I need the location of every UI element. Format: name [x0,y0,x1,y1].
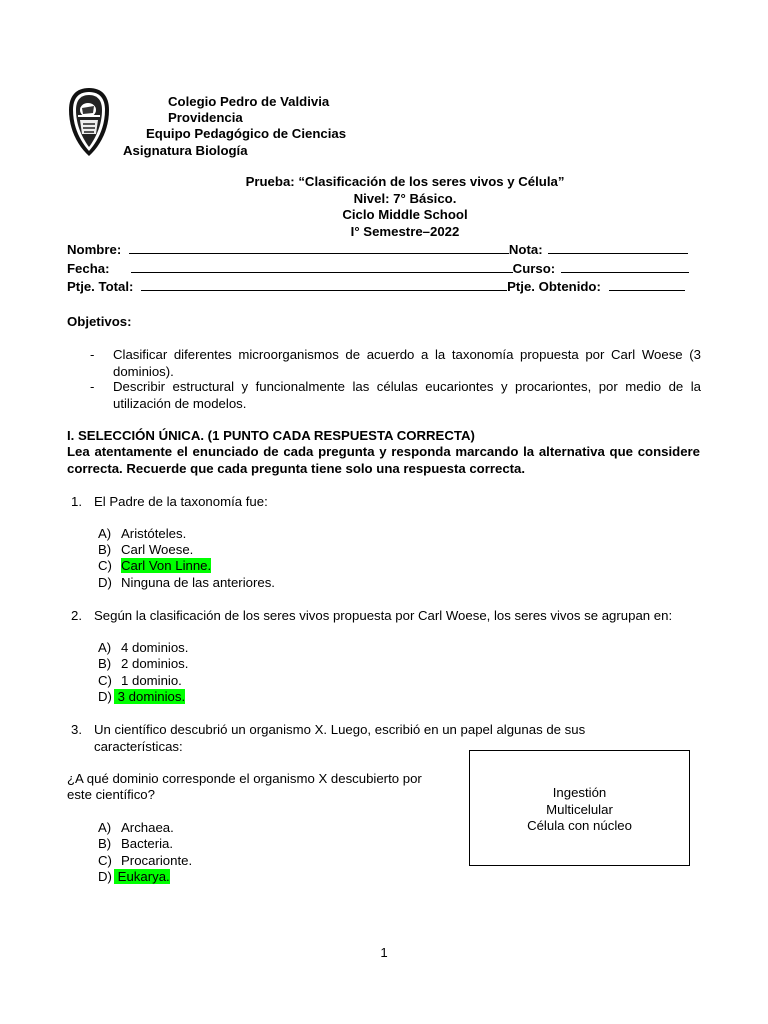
option-item[interactable] [98,853,192,870]
option-item-correct[interactable] [98,689,185,706]
subject-name: Asignatura Biología [123,143,248,158]
option-letter: A) [98,526,112,541]
school-city: Providencia [168,110,243,125]
date-course-row [67,260,689,278]
option-text: 1 dominio. [121,673,182,688]
objectives-heading: Objetivos: [67,314,132,329]
test-title: Prueba: “Clasificación de los seres vivos y Célula” [245,174,565,189]
test-title-block [0,174,768,240]
characteristic-item: Célula con núcleo [527,818,632,834]
course-field[interactable] [561,260,689,273]
question-text-line2: características: [94,739,183,754]
option-text: 4 dominios. [121,640,189,655]
test-cycle: Ciclo Middle School [342,207,468,222]
option-letter: B) [98,542,112,557]
option-item[interactable] [98,673,182,690]
question-number: 2. [71,608,82,623]
question-text: Según la clasificación de los seres vivos propuesta por Carl Woese, los seres vivos se agrupan en: [94,608,673,623]
question-text-line1: Un científico descubrió un organismo X. Luego, escribió en un papel algunas de sus [94,722,586,737]
option-text-highlighted: Eukarya. [114,869,170,884]
option-item[interactable] [98,526,186,543]
school-name: Colegio Pedro de Valdivia [168,94,330,109]
question-number: 1. [71,494,82,509]
option-item-correct[interactable] [98,869,170,886]
name-label: Nombre: [67,242,122,257]
question-text: El Padre de la taxonomía fue: [94,494,268,509]
section-heading: I. SELECCIÓN ÚNICA. (1 PUNTO CADA RESPUESTA CORRECTA) [67,428,475,443]
page-number: 1 [380,945,388,960]
option-letter: C) [98,853,112,868]
total-label: Ptje. Total: [67,279,134,294]
option-letter: B) [98,836,112,851]
option-letter: B) [98,656,112,671]
grade-field[interactable] [548,241,688,254]
date-field[interactable] [131,260,513,273]
option-item-correct[interactable] [98,558,211,575]
option-text: Bacteria. [121,836,174,851]
option-text: Ninguna de las anteriores. [121,575,275,590]
science-team: Equipo Pedagógico de Ciencias [146,126,347,141]
option-letter: C) [98,673,112,688]
option-item[interactable] [98,656,188,673]
section-instructions: Lea atentamente el enunciado de cada pregunta y responda marcando la alternativa que considere correcta. Recuerde que cada pregunta tiene solo una respuesta correcta. [67,444,700,476]
option-letter: D) [98,869,112,884]
objective-item: Describir estructural y funcionalmente las células eucariontes y procariontes, por medio de la utilización de modelos. [113,379,701,411]
characteristic-item: Multicelular [546,801,613,817]
option-text: Archaea. [121,820,174,835]
option-letter: A) [98,820,112,835]
option-item[interactable] [98,575,275,592]
option-item[interactable] [98,836,173,853]
objective-item: Clasificar diferentes microorganismos de acuerdo a la taxonomía propuesta por Carl Woese (3 dominios). [113,347,701,379]
option-item[interactable] [98,640,188,657]
option-text: 2 dominios. [121,656,189,671]
obtained-field[interactable] [609,278,685,291]
option-letter: D) [98,575,112,590]
school-crest-icon [66,86,112,158]
test-semester: I° Semestre–2022 [350,223,460,239]
option-letter: D) [98,689,112,704]
objective-bullet: - [90,379,95,394]
test-level: Nivel: 7° Básico. [353,190,457,206]
course-label: Curso: [512,261,556,276]
grade-label: Nota: [508,242,543,257]
option-text: Carl Woese. [121,542,194,557]
option-text-highlighted: Carl Von Linne. [121,558,212,573]
option-text: Aristóteles. [121,526,187,541]
option-item[interactable] [98,542,193,559]
question-prompt-line1: ¿A qué dominio corresponde el organismo X descubierto por [67,771,422,786]
objective-bullet: - [90,347,95,362]
option-letter: C) [98,558,112,573]
date-label: Fecha: [67,261,110,276]
name-grade-row [67,241,688,259]
characteristic-item: Ingestión [552,785,607,801]
total-field[interactable] [141,278,507,291]
question-number: 3. [71,722,82,737]
name-field[interactable] [129,241,509,254]
characteristics-box [469,750,690,866]
option-text: Procarionte. [121,853,193,868]
question-prompt-line2: este científico? [67,787,155,802]
option-item[interactable] [98,820,174,837]
obtained-label: Ptje. Obtenido: [507,279,601,294]
option-text-highlighted: 3 dominios. [114,689,186,704]
option-letter: A) [98,640,112,655]
total-obtained-row [67,278,685,296]
